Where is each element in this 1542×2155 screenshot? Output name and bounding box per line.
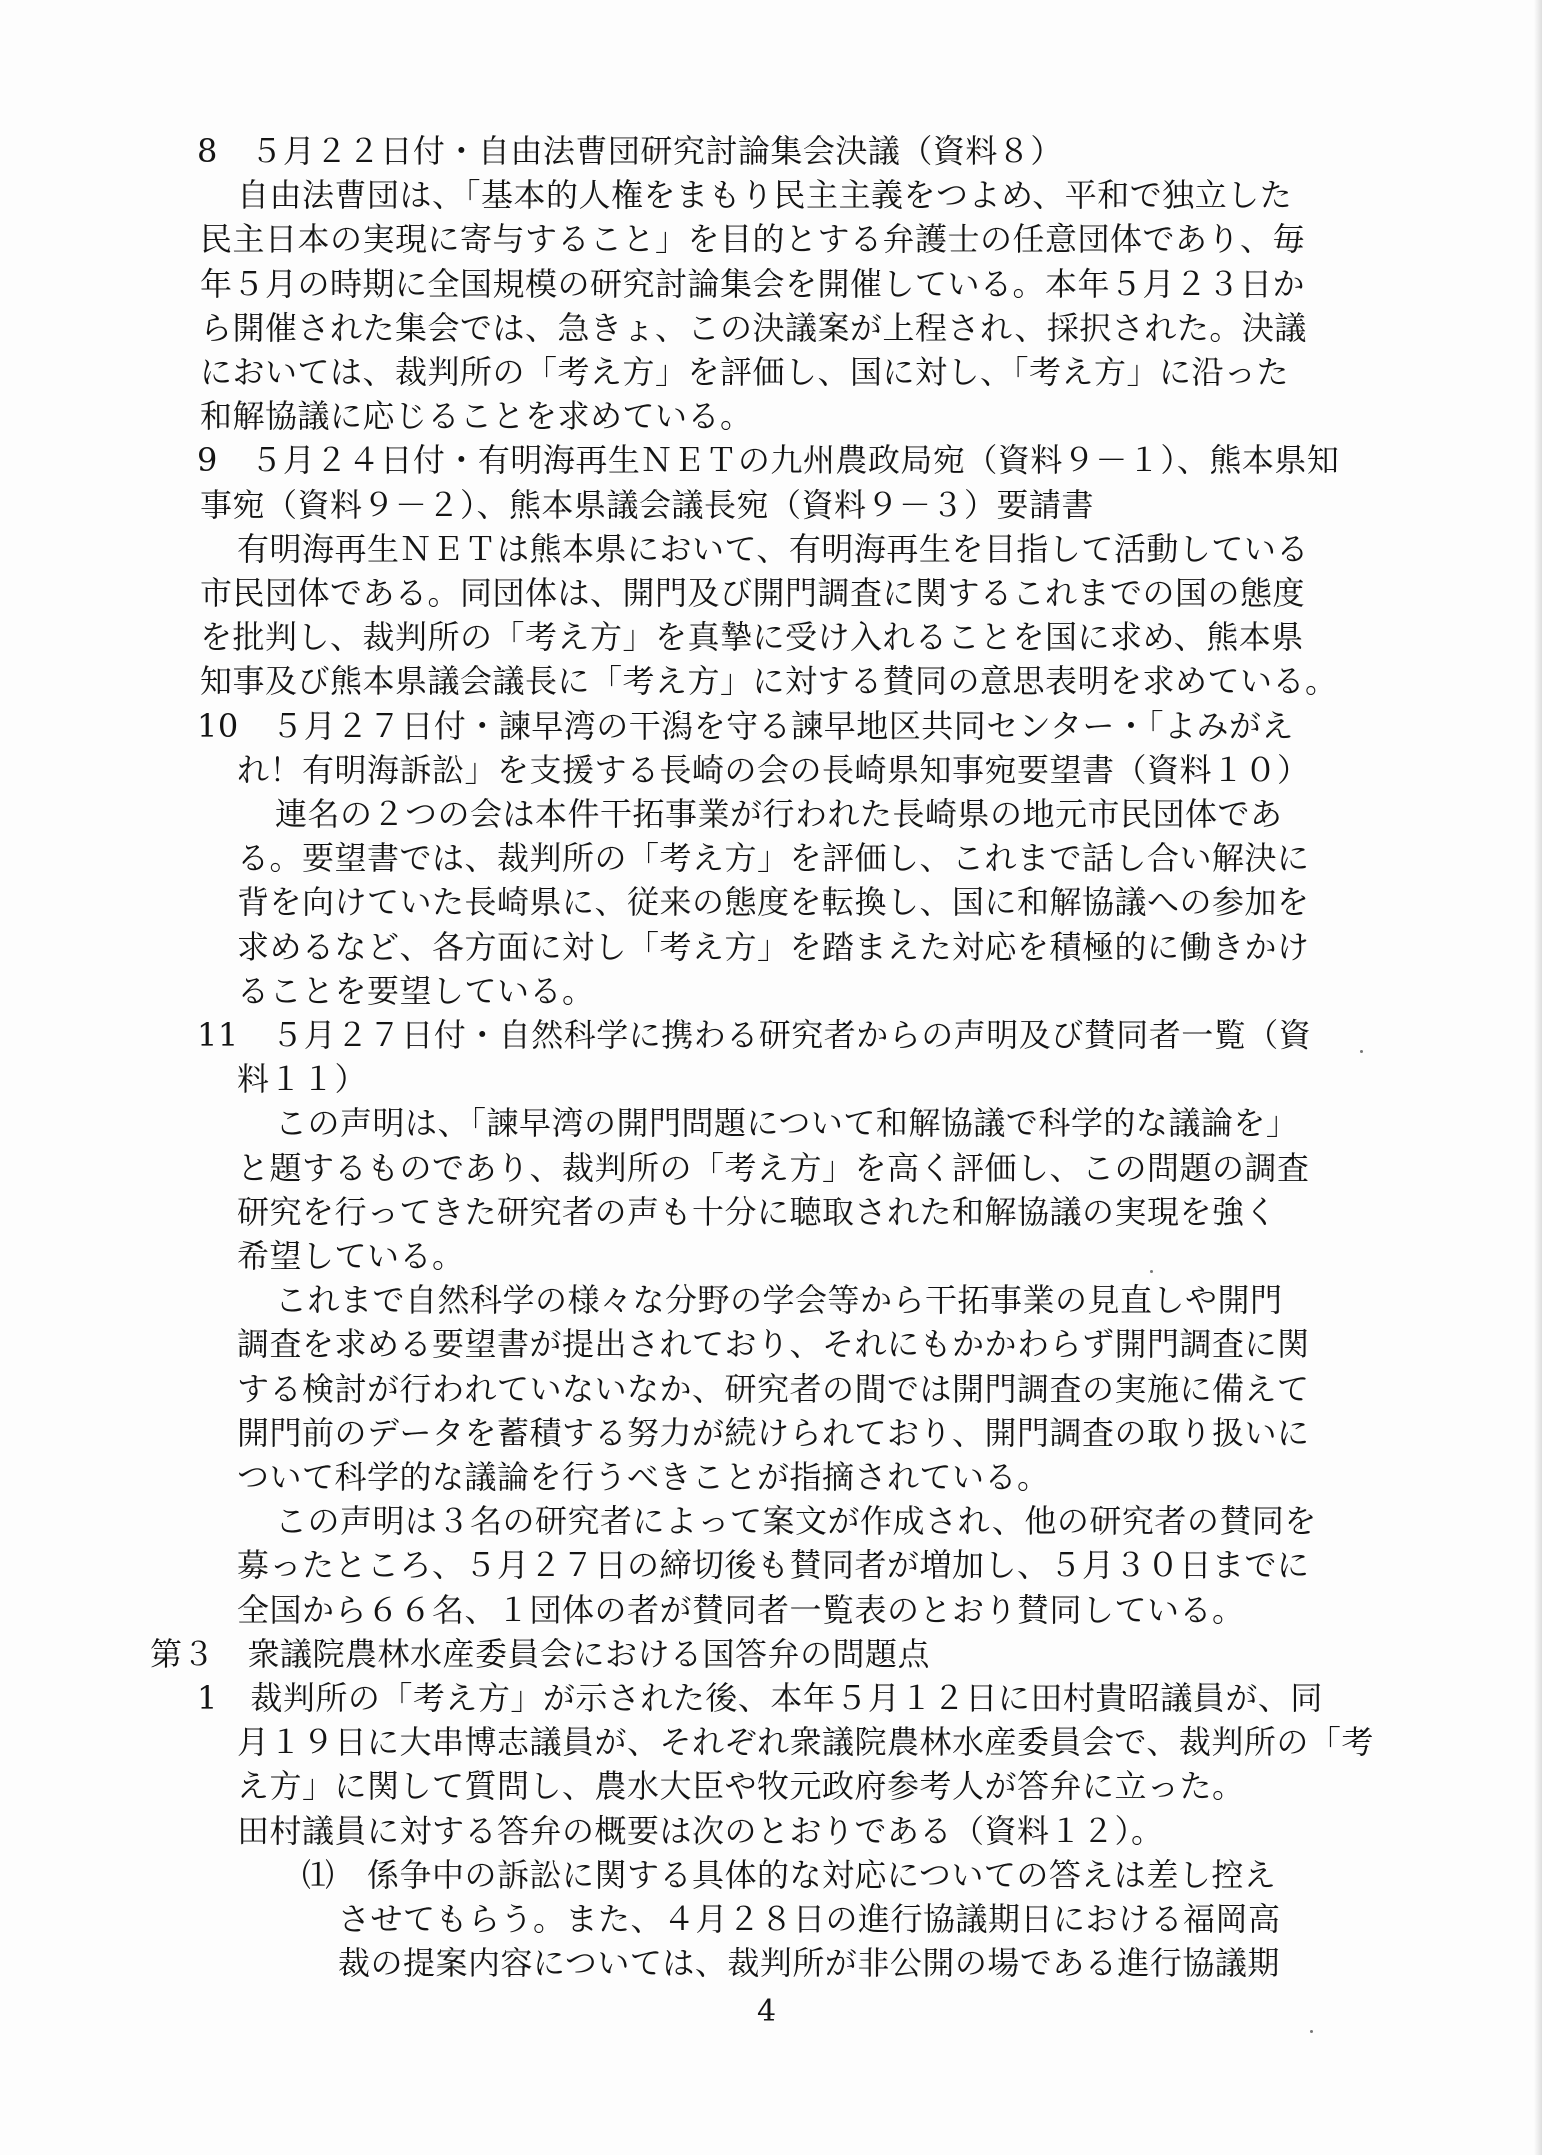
- text-line: 9 ５月２４日付・有明海再生ＮＥＴの九州農政局宛（資料９－１）、熊本県知: [197, 441, 1340, 480]
- text-line: 調査を求める要望書が提出されており、それにもかかわらず開門調査に関: [237, 1325, 1310, 1364]
- text-line: ら開催された集会では、急きょ、この決議案が上程され、採択された。決議: [200, 308, 1307, 347]
- page-number: 4: [757, 1994, 777, 2030]
- text-line: 希望している。: [237, 1237, 465, 1275]
- scan-speck: [1310, 2030, 1313, 2033]
- text-line: 料１１）: [237, 1060, 368, 1099]
- text-line: 全国から６６名、１団体の者が賛同者一覧表のとおり賛同している。: [237, 1590, 1245, 1629]
- text-line: と題するものであり、裁判所の「考え方」を高く評価し、この問題の調査: [237, 1148, 1310, 1187]
- text-line: 連名の２つの会は本件干拓事業が行われた長崎県の地元市民団体であ: [275, 795, 1283, 833]
- text-line: る。要望書では、裁判所の「考え方」を評価し、これまで話し合い解決に: [237, 839, 1310, 878]
- text-line: 11 ５月２７日付・自然科学に携わる研究者からの声明及び賛同者一覧（資: [197, 1016, 1312, 1054]
- text-line: する検討が行われていないなか、研究者の間では開門調査の実施に備えて: [237, 1369, 1310, 1408]
- text-line: 自由法曹団は、「基本的人権をまもり民主主義をつよめ、平和で独立した: [237, 176, 1293, 215]
- text-line: を批判し、裁判所の「考え方」を真摯に受け入れることを国に求め、熊本県: [200, 618, 1304, 657]
- text-line: 背を向けていた長崎県に、従来の態度を転換し、国に和解協議への参加を: [237, 883, 1310, 922]
- text-line: この声明は、「諫早湾の開門問題について和解協議で科学的な議論を」: [275, 1104, 1299, 1143]
- text-line: 事宛（資料９－２）、熊本県議会議長宛（資料９－３）要請書: [200, 485, 1095, 524]
- text-line: 8 ５月２２日付・自由法曹団研究討論集会決議（資料８）: [197, 132, 1063, 170]
- text-line: これまで自然科学の様々な分野の学会等から干拓事業の見直しや開門: [275, 1281, 1283, 1320]
- text-line: 開門前のデータを蓄積する努力が続けられており、開門調査の取り扱いに: [237, 1413, 1310, 1452]
- text-line: させてもらう。また、４月２８日の進行協議期日における福岡高: [338, 1900, 1281, 1938]
- scan-speck: [1150, 1270, 1153, 1273]
- scan-edge-shadow: [1534, 0, 1542, 2155]
- text-line: 募ったところ、５月２７日の締切後も賛同者が増加し、５月３０日までに: [237, 1546, 1310, 1585]
- scan-speck: [1360, 1050, 1363, 1053]
- text-line: れ！有明海訴訟」を支援する長崎の会の長崎県知事宛要望書（資料１０）: [237, 750, 1310, 789]
- text-line: 有明海再生ＮＥＴは熊本県において、有明海再生を目指して活動している: [237, 529, 1309, 568]
- text-line: 民主日本の実現に寄与すること」を目的とする弁護士の任意団体であり、毎: [200, 220, 1306, 259]
- text-line: 1 裁判所の「考え方」が示された後、本年５月１２日に田村貴昭議員が、同: [197, 1679, 1323, 1717]
- text-line: 月１９日に大串博志議員が、それぞれ衆議院農林水産委員会で、裁判所の「考: [237, 1723, 1374, 1762]
- text-line: 裁の提案内容については、裁判所が非公開の場である進行協議期: [338, 1944, 1280, 1983]
- text-line: 10 ５月２７日付・諫早湾の干潟を守る諫早地区共同センター・「よみがえ: [197, 706, 1294, 745]
- text-line: 市民団体である。同団体は、開門及び開門調査に関するこれまでの国の態度: [200, 574, 1306, 612]
- text-line: ることを要望している。: [237, 971, 595, 1010]
- text-line: においては、裁判所の「考え方」を評価し、国に対し、「考え方」に沿った: [200, 353, 1290, 391]
- text-line: 求めるなど、各方面に対し「考え方」を踏まえた対応を積極的に働きかけ: [237, 927, 1310, 966]
- text-line: 知事及び熊本県議会議長に「考え方」に対する賛同の意思表明を求めている。: [200, 662, 1338, 701]
- text-line: 研究を行ってきた研究者の声も十分に聴取された和解協議の実現を強く: [237, 1192, 1278, 1231]
- text-line: ついて科学的な議論を行うべきことが指摘されている。: [237, 1458, 1050, 1496]
- text-line: 和解協議に応じることを求めている。: [200, 397, 753, 436]
- text-line: え方」に関して質問し、農水大臣や牧元政府参考人が答弁に立った。: [237, 1767, 1245, 1806]
- text-line: 年５月の時期に全国規模の研究討論集会を開催している。本年５月２３日か: [200, 264, 1306, 303]
- text-line: ⑴ 係争中の訴訟に関する具体的な対応についての答えは差し控え: [302, 1855, 1277, 1894]
- text-line: この声明は３名の研究者によって案文が作成され、他の研究者の賛同を: [275, 1502, 1317, 1541]
- text-line: 田村議員に対する答弁の概要は次のとおりである（資料１２）。: [237, 1811, 1164, 1850]
- section-heading: 第３ 衆議院農林水産委員会における国答弁の問題点: [150, 1634, 931, 1673]
